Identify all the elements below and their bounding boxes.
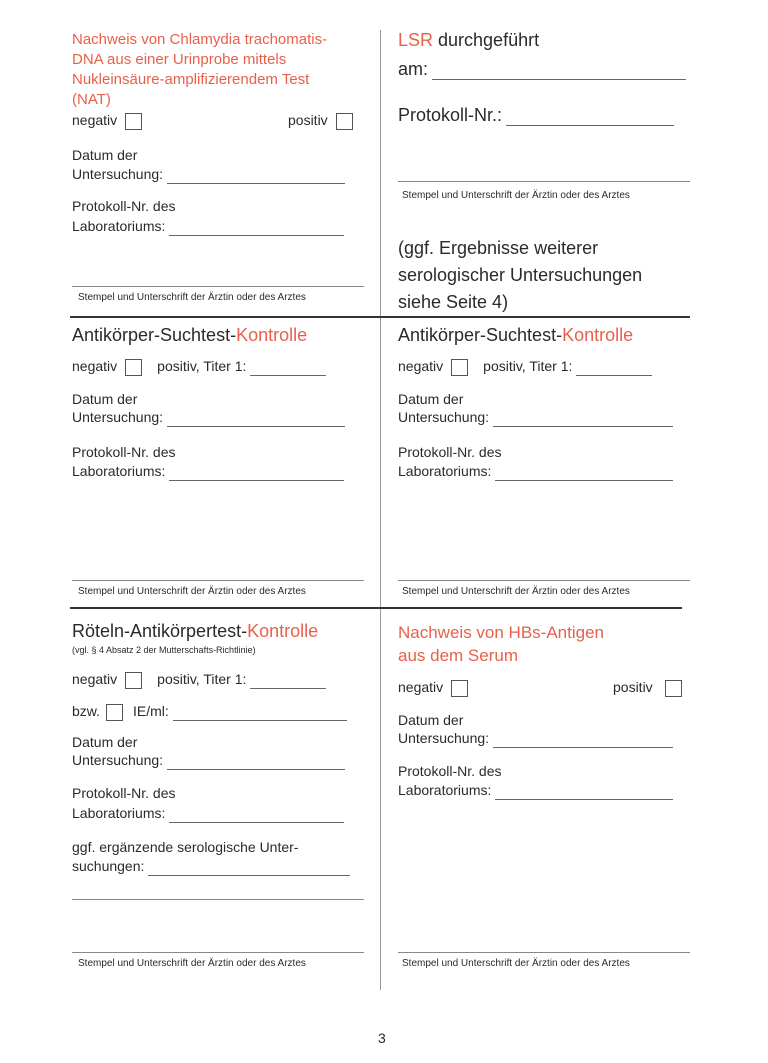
hbs-positive-checkbox[interactable] xyxy=(665,680,682,697)
hbs-negative-checkbox[interactable] xyxy=(451,680,468,697)
row-divider-2 xyxy=(70,607,682,609)
chlamydia-positive-checkbox[interactable] xyxy=(336,113,353,130)
hbs-title: Nachweis von HBs-Antigen aus dem Serum xyxy=(398,623,604,665)
rubella-date-field[interactable] xyxy=(167,756,345,770)
antibody-left-title: Antikörper-Suchtest-Kontrolle xyxy=(72,325,308,345)
rubella-extra-row: suchungen: xyxy=(72,857,350,876)
chlamydia-date-row: Untersuchung: xyxy=(72,165,345,184)
lsr-protocol-row: Protokoll-Nr.: xyxy=(398,104,674,126)
rubella-signature-line[interactable] xyxy=(72,952,364,953)
chlamydia-negative-checkbox[interactable] xyxy=(125,113,142,130)
antibody-right-lab-field[interactable] xyxy=(495,467,673,481)
chlamydia-lab-label: Protokoll-Nr. des xyxy=(72,198,176,214)
hbs-positive-row: positiv xyxy=(613,678,682,697)
chlamydia-section xyxy=(72,30,364,110)
rubella-lab-label: Protokoll-Nr. des xyxy=(72,785,176,801)
lsr-date-row: am: xyxy=(398,58,686,80)
rubella-extra-field[interactable] xyxy=(148,862,350,876)
antibody-left-date-field[interactable] xyxy=(167,413,345,427)
page-number: 3 xyxy=(378,1030,386,1046)
antibody-left-lab-field[interactable] xyxy=(169,467,344,481)
antibody-right-negative-checkbox[interactable] xyxy=(451,359,468,376)
antibody-right-result-row: negativ positiv, Titer 1: xyxy=(398,357,652,376)
antibody-left-negative-checkbox[interactable] xyxy=(125,359,142,376)
antibody-left-signature-label: Stempel und Unterschrift der Ärztin oder des Arztes xyxy=(78,586,306,597)
hbs-lab-label: Protokoll-Nr. des xyxy=(398,763,502,779)
chlamydia-signature-label: Stempel und Unterschrift der Ärztin oder des Arztes xyxy=(78,292,306,303)
lsr-signature-label: Stempel und Unterschrift der Ärztin oder des Arztes xyxy=(402,190,630,201)
antibody-right-date-field[interactable] xyxy=(493,413,673,427)
chlamydia-date-label: Datum der xyxy=(72,147,138,163)
antibody-right-title: Antikörper-Suchtest-Kontrolle xyxy=(398,325,634,345)
antibody-right-lab-label: Protokoll-Nr. des xyxy=(398,444,502,460)
rubella-title: Röteln-Antikörpertest-Kontrolle xyxy=(72,621,319,641)
rubella-titer-field[interactable] xyxy=(250,675,326,689)
chlamydia-negative-row: negativ xyxy=(72,111,142,130)
antibody-left-lab-row: Laboratoriums: xyxy=(72,462,344,481)
chlamydia-positive-row: positiv xyxy=(288,111,353,130)
chlamydia-date-field[interactable] xyxy=(167,170,345,184)
lsr-title: LSR durchgeführt xyxy=(398,30,540,50)
hbs-lab-field[interactable] xyxy=(495,786,673,800)
rubella-subtitle: (vgl. § 4 Absatz 2 der Mutterschafts-Richtlinie) xyxy=(72,645,256,655)
hbs-negative-row: negativ xyxy=(398,678,468,697)
antibody-left-date-row: Untersuchung: xyxy=(72,408,345,427)
lsr-protocol-field[interactable] xyxy=(506,110,674,126)
rubella-result-row: negativ positiv, Titer 1: xyxy=(72,670,326,689)
rubella-lab-row: Laboratoriums: xyxy=(72,804,344,823)
antibody-left-titer-field[interactable] xyxy=(250,362,326,376)
chlamydia-title: Nachweis von Chlamydia trachomatis- DNA aus einer Urinprobe mittels Nukleinsäure-amplifizierendem Test (NAT) xyxy=(72,31,328,108)
antibody-left-lab-label: Protokoll-Nr. des xyxy=(72,444,176,460)
rubella-ie-field[interactable] xyxy=(173,707,347,721)
antibody-right-signature-line[interactable] xyxy=(398,580,690,581)
column-divider xyxy=(380,30,381,990)
hbs-date-label: Datum der xyxy=(398,712,464,728)
hbs-signature-line[interactable] xyxy=(398,952,690,953)
antibody-right-date-label: Datum der xyxy=(398,391,464,407)
antibody-right-titer-field[interactable] xyxy=(576,362,652,376)
hbs-date-field[interactable] xyxy=(493,734,673,748)
rubella-negative-checkbox[interactable] xyxy=(125,672,142,689)
hbs-signature-label: Stempel und Unterschrift der Ärztin oder des Arztes xyxy=(402,958,630,969)
rubella-date-row: Untersuchung: xyxy=(72,751,345,770)
lsr-signature-line[interactable] xyxy=(398,181,690,182)
hbs-lab-row: Laboratoriums: xyxy=(398,781,673,800)
rubella-date-label: Datum der xyxy=(72,734,138,750)
antibody-right-signature-label: Stempel und Unterschrift der Ärztin oder des Arztes xyxy=(402,586,630,597)
rubella-lab-field[interactable] xyxy=(169,809,344,823)
antibody-left-result-row: negativ positiv, Titer 1: xyxy=(72,357,326,376)
antibody-left-signature-line[interactable] xyxy=(72,580,364,581)
rubella-bzw-checkbox[interactable] xyxy=(106,704,123,721)
chlamydia-lab-field[interactable] xyxy=(169,222,344,236)
lsr-note: (ggf. Ergebnisse weiterer serologischer Untersuchungen siehe Seite 4) xyxy=(398,238,643,312)
antibody-right-lab-row: Laboratoriums: xyxy=(398,462,673,481)
rubella-extra-label: ggf. ergänzende serologische Unter- xyxy=(72,839,299,855)
antibody-left-date-label: Datum der xyxy=(72,391,138,407)
rubella-ie-row: bzw. IE/ml: xyxy=(72,702,347,721)
chlamydia-lab-row: Laboratoriums: xyxy=(72,217,344,236)
row-divider-1 xyxy=(70,316,690,318)
antibody-right-date-row: Untersuchung: xyxy=(398,408,673,427)
chlamydia-signature-line[interactable] xyxy=(72,286,364,287)
hbs-date-row: Untersuchung: xyxy=(398,729,673,748)
rubella-extra-field-2[interactable] xyxy=(72,899,364,900)
lsr-date-field[interactable] xyxy=(432,64,686,80)
rubella-signature-label: Stempel und Unterschrift der Ärztin oder des Arztes xyxy=(78,958,306,969)
